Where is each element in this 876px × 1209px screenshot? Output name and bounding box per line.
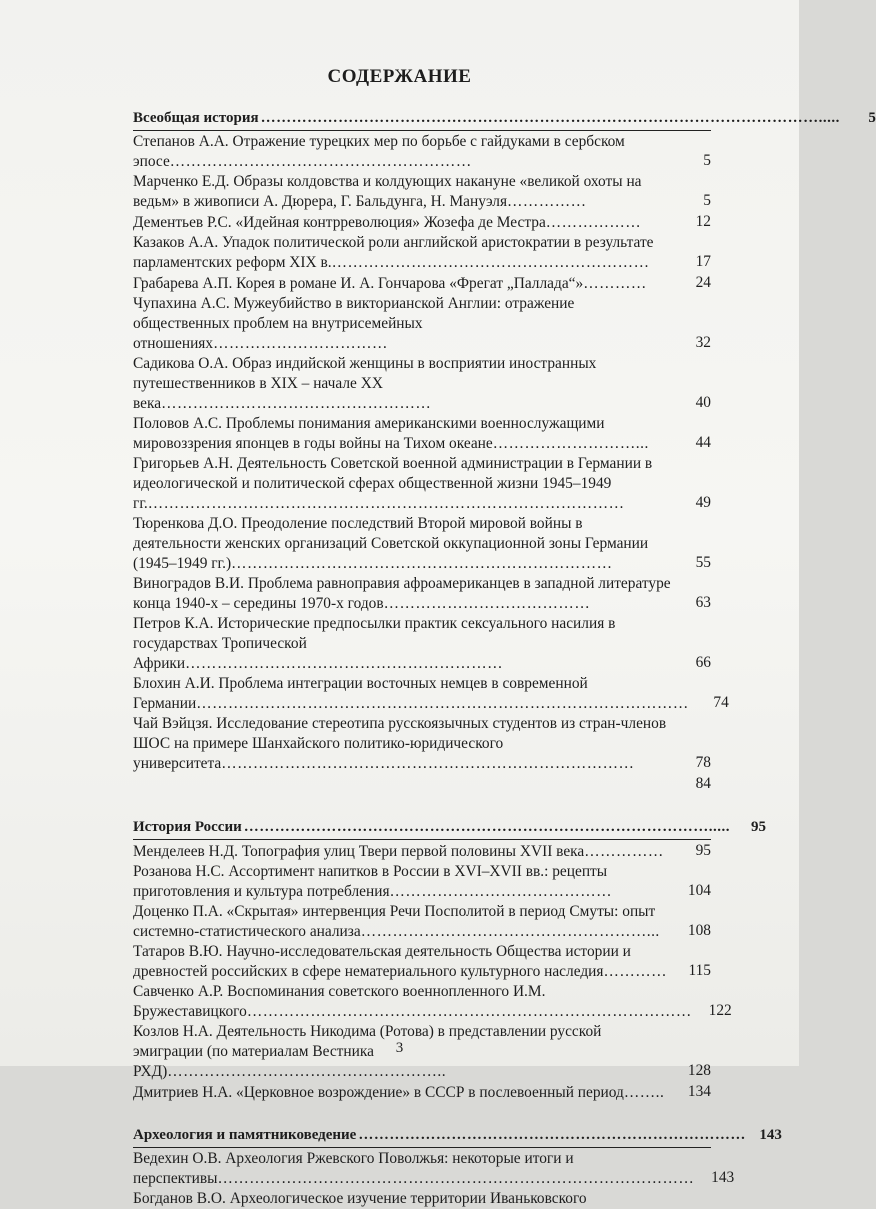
entry-title: Грабарева А.П. Корея в романе И. А. Гончарова «Фрегат „Паллада“» — [133, 275, 584, 292]
toc-entry — [133, 172, 711, 212]
leader-dots: …………………………………………… — [161, 395, 432, 412]
toc-entry — [133, 862, 711, 902]
section-rule — [133, 130, 711, 131]
toc-entry — [133, 614, 711, 674]
section-rule — [133, 839, 711, 840]
entry-text — [133, 982, 698, 1022]
entry-title: Блохин А.И. Проблема интеграции восточных немцев в современной Германии — [133, 675, 588, 712]
entry-title: Савченко А.Р. Воспоминания советского военнопленного И.М. Бружеставицкого — [133, 983, 546, 1020]
leader-dots: ………………………………………………………………………… — [246, 1003, 692, 1020]
entry-text — [133, 213, 677, 233]
entry-page: 32 — [695, 334, 711, 351]
entry-page: 66 — [695, 654, 711, 671]
entry-page: 63 — [695, 594, 711, 611]
leader-dots: ………… — [603, 963, 668, 980]
toc-entry — [133, 841, 711, 862]
leader-dots: ………………………………………………………………………………..... — [243, 819, 730, 835]
entry-page: 143 — [711, 1169, 735, 1186]
entry-text — [133, 233, 677, 273]
entry-page: 115 — [688, 962, 711, 979]
leader-dots: ………………………………………………... — [360, 923, 660, 940]
leader-dots: ……………… — [545, 214, 642, 231]
entry-page: 5 — [703, 192, 711, 209]
section-title: История России — [133, 819, 242, 835]
leader-dots: ………………………... — [492, 435, 649, 452]
section-title: Археология и памятниковедение — [133, 1127, 357, 1143]
entry-title: Дементьев Р.С. «Идейная контрреволюция» Жозефа де Местра — [133, 214, 546, 231]
contents-heading: СОДЕРЖАНИЕ — [327, 66, 472, 87]
entry-page: 17 — [695, 253, 711, 270]
entry-title: Богданов В.О. Археологическое изучение территории Иваньковского — [133, 1190, 587, 1207]
entry-title: Ведехин О.В. Археология Ржевского Поволжья: некоторые итоги и перспективы — [133, 1150, 574, 1187]
section-heading — [133, 108, 876, 128]
section-title: Всеобщая история — [133, 110, 259, 126]
entry-page: 49 — [695, 494, 711, 511]
leader-dots: …………………………………………………… — [185, 655, 503, 672]
section-rule — [133, 1147, 711, 1148]
entry-title: Чупахина А.С. Мужеубийство в викторианской Англии: отражение общественных проблем на внутрисемейных отношениях — [133, 295, 575, 352]
entry-text — [133, 1189, 677, 1209]
entry-page: 12 — [695, 213, 711, 230]
entry-text — [133, 294, 677, 354]
leader-dots: …………………………………………………… — [331, 254, 650, 271]
section-page: 95 — [751, 819, 766, 835]
toc-entry — [133, 454, 711, 514]
entry-text — [133, 842, 677, 862]
leader-dots: ………………………………… — [383, 595, 591, 612]
entry-page: 128 — [687, 1062, 711, 1079]
leader-dots: …………………………………………………………………… — [221, 755, 635, 772]
entry-page: 95 — [695, 842, 711, 859]
entry-page: 24 — [695, 274, 711, 291]
entry-title: Виноградов В.И. Проблема равноправия афроамериканцев в западной литературе конца 1940-х – середины 1970-х годов — [133, 575, 671, 612]
toc-entry — [133, 674, 729, 714]
entry-text — [133, 414, 677, 454]
leader-dots: ………………………………………………… — [169, 153, 472, 170]
entry-title: Козлов Н.А. Деятельность Никодима (Ротова) в представлении русской эмиграции (по материалам Вестника РХД) — [133, 1023, 602, 1080]
entry-text — [133, 514, 677, 574]
toc-entry — [133, 233, 711, 273]
leader-dots: ……………………………………………………………… — [231, 555, 613, 572]
entry-title: Менделеев Н.Д. Топография улиц Твери первой половины XVII века — [133, 843, 585, 860]
section-page: 143 — [759, 1127, 782, 1143]
entry-text — [133, 354, 677, 414]
toc-entry — [133, 982, 732, 1022]
toc-entry — [133, 574, 711, 614]
toc-entry — [133, 774, 711, 795]
entry-text — [133, 274, 677, 294]
entry-title: Чай Вэйцзя. Исследование стереотипа русскоязычных студентов из стран-членов ШОС на примере Шанхайского политико-юридического университета — [133, 715, 667, 772]
leader-dots: ………… — [583, 275, 647, 292]
entry-text — [133, 172, 677, 212]
entry-text — [133, 942, 677, 982]
section-heading — [133, 817, 766, 837]
toc-entry — [133, 514, 711, 574]
entry-page: 74 — [713, 694, 729, 711]
toc-entry — [133, 1149, 735, 1189]
entry-title: Розанова Н.С. Ассортимент напитков в России в XVI–XVII вв.: рецепты приготовления и культура потребления — [133, 863, 608, 900]
entry-page: 44 — [695, 434, 711, 451]
section-page: 5 — [868, 110, 876, 126]
entry-page: 5 — [703, 152, 711, 169]
leader-dots: …………… — [584, 843, 664, 860]
entry-page: 78 — [695, 754, 711, 771]
toc-entry — [133, 1189, 711, 1209]
entry-text — [133, 454, 677, 514]
entry-title: Степанов А.А. Отражение турецких мер по борьбе с гайдуками в сербском эпосе — [133, 133, 625, 170]
entry-text — [133, 1149, 700, 1189]
entry-text — [133, 674, 695, 714]
toc-entry — [133, 212, 711, 233]
leader-dots: ………………………………………………………………… — [358, 1127, 746, 1143]
leader-dots: ……………………………………………………………………………… — [217, 1170, 695, 1187]
entry-text — [133, 902, 677, 942]
entry-page: 108 — [687, 922, 711, 939]
entry-text — [133, 862, 677, 902]
entry-title: Григорьев А.Н. Деятельность Советской военной администрации в Германии в идеологической и политической сферах общественной жизни 1945–1949 гг. — [133, 455, 653, 512]
section-heading — [133, 1125, 782, 1145]
leader-dots: …………………………… — [213, 335, 388, 352]
entry-page: 134 — [687, 1083, 711, 1100]
toc-entry — [133, 942, 711, 982]
leader-dots: …….. — [623, 1084, 665, 1101]
entry-title: Марченко Е.Д. Образы колдовства и колдующих накануне «великой охоты на ведьм» в живописи А. Дюрера, Г. Бальдунга, Н. Мануэля — [133, 173, 642, 210]
entry-page: 84 — [695, 775, 711, 792]
entry-text — [133, 132, 677, 172]
leader-dots: …………… — [507, 193, 587, 210]
leader-dots: ………………………………………………………………………………… — [196, 695, 689, 712]
leader-dots: ………………………………………………………………………………………………..... — [260, 110, 840, 126]
toc-entry — [133, 294, 711, 354]
entry-title: Садикова О.А. Образ индийской женщины в восприятии иностранных путешественников в XIX – начале XX века — [133, 355, 597, 412]
toc-entry — [133, 132, 711, 172]
entry-text — [133, 714, 677, 774]
leader-dots: ……………………………………………………………………………… — [147, 495, 625, 512]
entry-title: Доценко П.А. «Скрытая» интервенция Речи Посполитой в период Смуты: опыт системно-статистического анализа — [133, 903, 656, 940]
entry-text — [133, 1083, 677, 1103]
entry-title: Татаров В.Ю. Научно-исследовательская деятельность Общества истории и древностей российских в сфере нематериального культурного наследия — [133, 943, 631, 980]
entry-text — [133, 574, 677, 614]
toc-entry — [133, 414, 711, 454]
entry-page: 40 — [695, 394, 711, 411]
entry-page: 55 — [695, 554, 711, 571]
page-number: 3 — [395, 1040, 404, 1056]
toc-entry — [133, 273, 711, 294]
toc-entry — [133, 902, 711, 942]
entry-text — [133, 614, 677, 674]
entry-title: Дмитриев Н.А. «Церковное возрождение» в СССР в послевоенный период — [133, 1084, 624, 1101]
entry-page: 122 — [708, 1002, 732, 1019]
entry-title: Казаков А.А. Упадок политической роли английской аристократии в результате парламентских реформ XIX в. — [133, 234, 654, 271]
entry-page: 104 — [687, 882, 711, 899]
toc-entry — [133, 714, 711, 774]
leader-dots: …………………………………… — [389, 883, 612, 900]
entry-title: Половов А.С. Проблемы понимания американскими военнослужащими мировоззрения японцев в годы войны на Тихом океане — [133, 415, 605, 452]
entry-title: Петров К.А. Исторические предпосылки практик сексуального насилия в государствах Тропической Африки — [133, 615, 616, 672]
toc-entry — [133, 354, 711, 414]
toc-entry — [133, 1082, 711, 1103]
leader-dots: …………………………………………….. — [167, 1063, 447, 1080]
entry-title: Тюренкова Д.О. Преодоление последствий Второй мировой войны в деятельности женских организаций Советской оккупационной зоны Германии (1945–1949 гг.) — [133, 515, 649, 572]
